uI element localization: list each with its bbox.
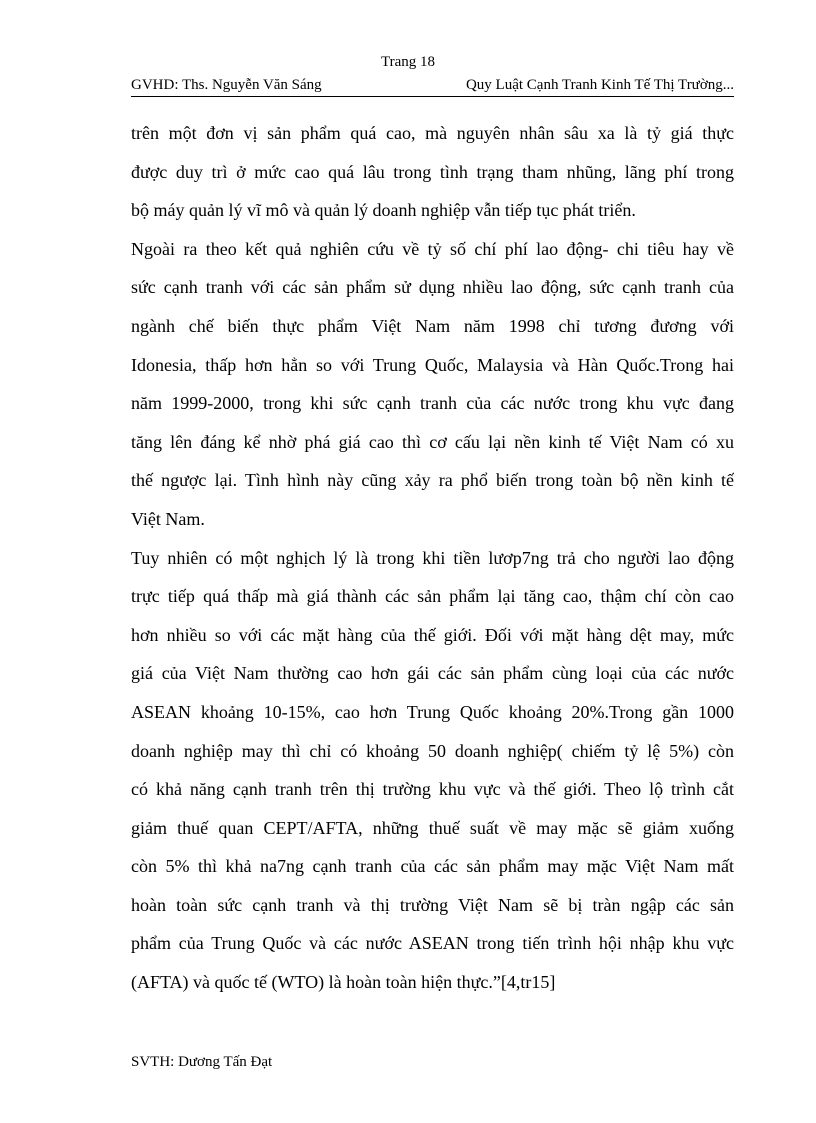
footer-student: SVTH: Dương Tấn Đạt [131,1054,273,1070]
text-line: được duy trì ở mức cao quá lâu trong tình trạng tham nhũng, lãng phí trong [131,161,734,182]
text-line: ngành chế biến thực phẩm Việt Nam năm 1998 chỉ tương đương với [131,315,734,336]
text-line: phẩm của Trung Quốc và các nước ASEAN trong tiến trình hội nhập khu vực [131,933,734,954]
text-line: hơn nhiều so với các mặt hàng của thế giới. Đối với mặt hàng dệt may, mức [131,624,734,645]
running-header [131,76,734,97]
text-line: sức cạnh tranh với các sản phẩm sử dụng nhiều lao động, sức cạnh tranh của [131,277,734,298]
text-line: Idonesia, thấp hơn hẳn so với Trung Quốc, Malaysia và Hàn Quốc.Trong hai [131,354,734,375]
text-line: giá của Việt Nam thường cao hơn gái các sản phẩm cùng loại của các nước [131,663,734,684]
text-line: doanh nghiệp may thì chỉ có khoảng 50 doanh nghiệp( chiếm tỷ lệ 5%) còn [131,740,734,761]
text-line: năm 1999-2000, trong khi sức cạnh tranh của các nước trong khu vực đang [131,393,734,414]
text-line: giảm thuế quan CEPT/AFTA, những thuế suất về may mặc sẽ giảm xuống [131,817,734,838]
header-advisor: GVHD: Ths. Nguyễn Văn Sáng [131,77,322,93]
text-line: còn 5% thì khả na7ng cạnh tranh của các sản phẩm may mặc Việt Nam mất [131,856,734,877]
text-line: (AFTA) và quốc tế (WTO) là hoàn toàn hiện thực.”[4,tr15] [131,972,556,993]
header-document-title: Quy Luật Cạnh Tranh Kinh Tế Thị Trường... [465,77,734,93]
text-line: bộ máy quản lý vĩ mô và quản lý doanh nghiệp vẫn tiếp tục phát triển. [131,200,636,221]
text-line: thế ngược lại. Tình hình này cũng xảy ra phổ biến trong toàn bộ nền kinh tế [131,470,734,491]
text-line: hoàn toàn sức cạnh tranh và thị trường Việt Nam sẽ bị tràn ngập các sản [131,894,734,915]
text-line: có khả năng cạnh tranh trên thị trường khu vực và thế giới. Theo lộ trình cắt [131,779,734,800]
text-line: Việt Nam. [131,508,205,529]
text-line: tăng lên đáng kể nhờ phá giá cao thì cơ cấu lại nền kinh tế Việt Nam có xu [131,431,734,452]
page-number: Trang 18 [380,54,436,70]
text-line: Ngoài ra theo kết quả nghiên cứu về tỷ số chí phí lao động- chi tiêu hay về [131,238,734,259]
text-line: trên một đơn vị sản phẩm quá cao, mà nguyên nhân sâu xa là tỷ giá thực [131,123,734,143]
text-line: trực tiếp quá thấp mà giá thành các sản phẩm lại tăng cao, thậm chí còn cao [131,586,734,607]
text-line: Tuy nhiên có một nghịch lý là trong khi tiền lươp7ng trả cho người lao động [131,547,734,568]
text-line: ASEAN khoảng 10-15%, cao hơn Trung Quốc khoảng 20%.Trong gần 1000 [131,701,734,722]
body-text [131,114,734,1002]
